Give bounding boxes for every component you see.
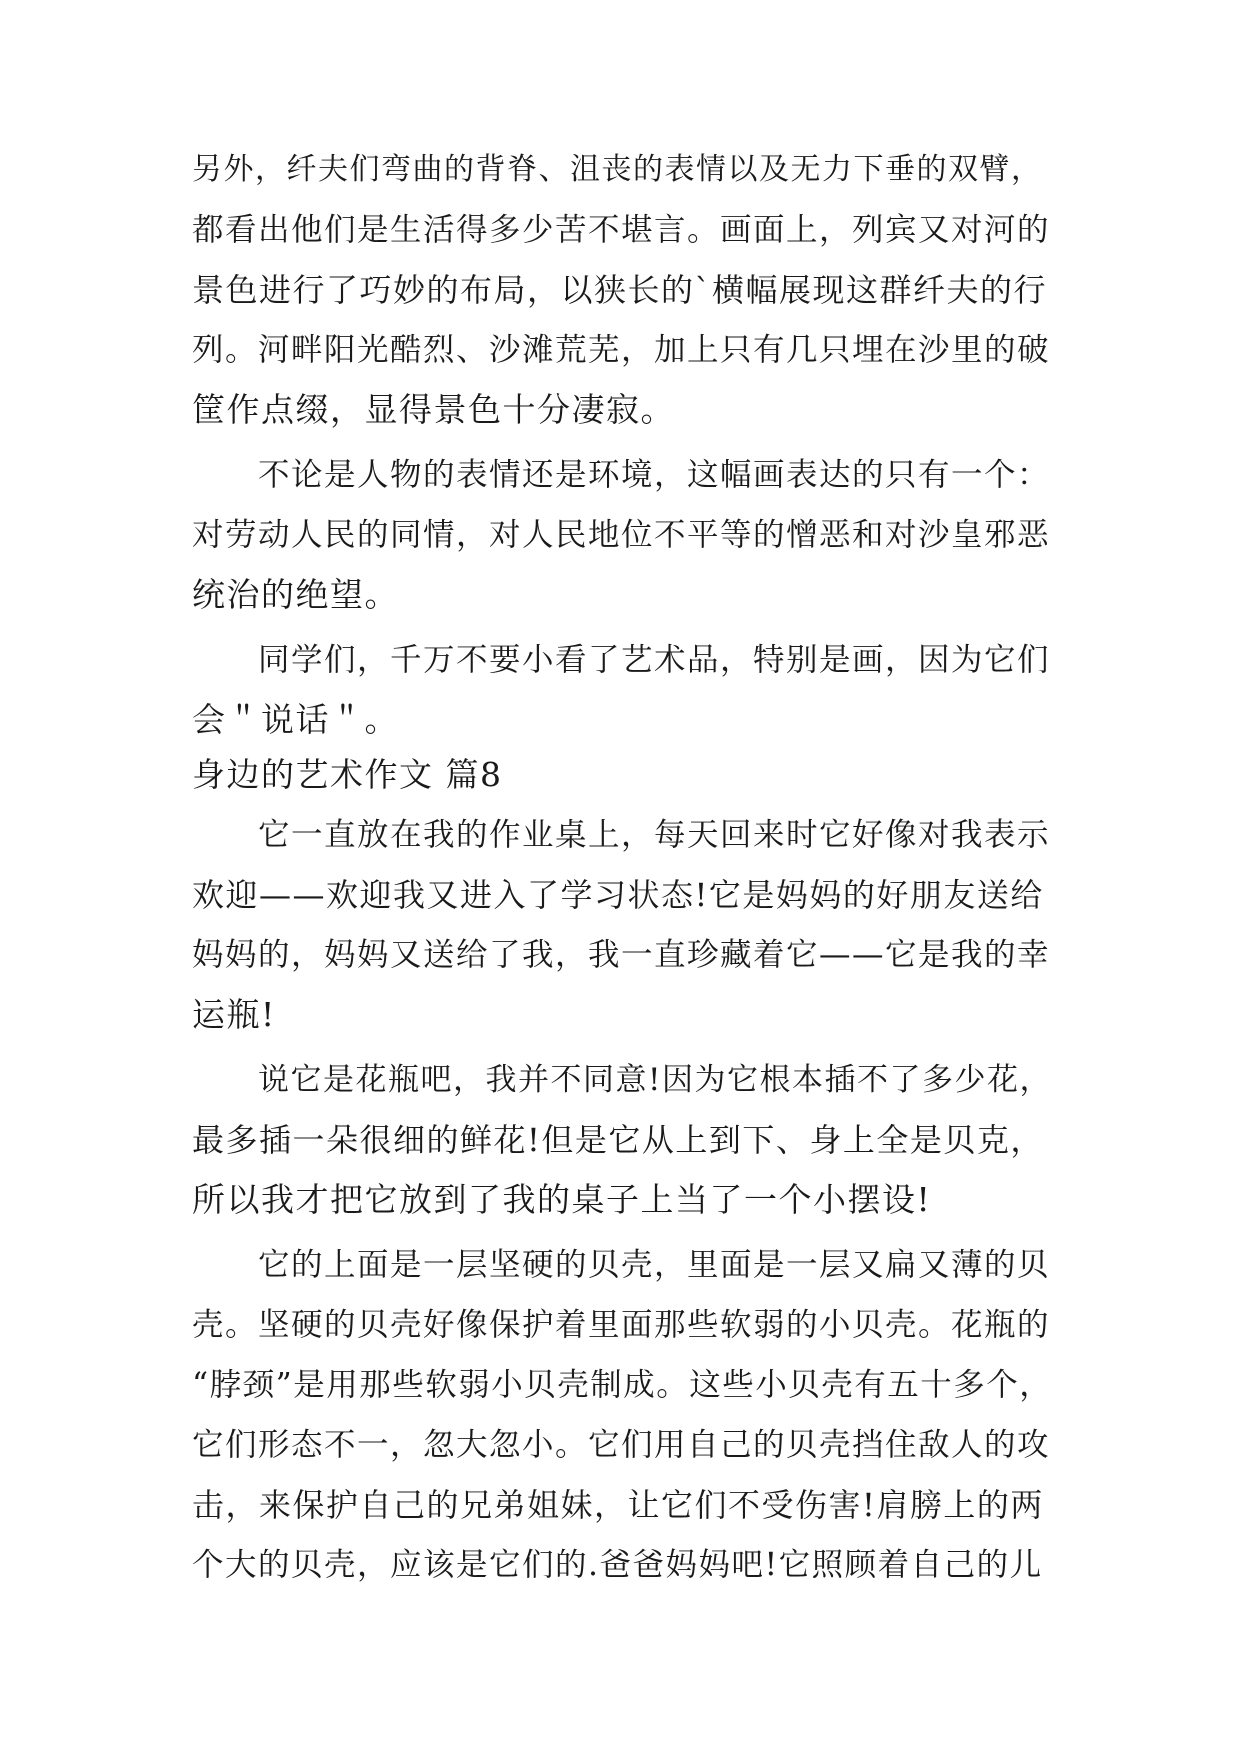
text-line: 对劳动人民的同情，对人民地位不平等的憎恶和对沙皇邪恶	[192, 517, 1051, 553]
text-line: “脖颈”是用那些软弱小贝壳制成。这些小贝壳有五十多个，	[192, 1367, 1053, 1403]
text-line: 会＂说话＂。	[192, 700, 399, 739]
text-line: 统治的绝望。	[192, 575, 399, 614]
text-line: 最多插一朵很细的鲜花!但是它从上到下、身上全是贝克，	[192, 1121, 1044, 1159]
text-line: 都看出他们是生活得多少苦不堪言。画面上，列宾又对河的	[192, 212, 1051, 248]
text-line: 列。河畔阳光酷烈、沙滩荒芜，加上只有几只埋在沙里的破	[192, 332, 1051, 368]
text-line: 不论是人物的表情还是环境，这幅画表达的只有一个：	[258, 457, 1051, 493]
text-line: 它们形态不一，忽大忽小。它们用自己的贝壳挡住敌人的攻	[192, 1427, 1051, 1463]
text-line: 另外，纤夫们弯曲的背脊、沮丧的表情以及无力下垂的双臂，	[192, 152, 1043, 187]
text-line: 它的上面是一层坚硬的贝壳，里面是一层又扁又薄的贝	[258, 1247, 1051, 1283]
text-line: 个大的贝壳，应该是它们的.爸爸妈妈吧!它照顾着自己的儿	[192, 1547, 1043, 1583]
text-line: 壳。坚硬的贝壳好像保护着里面那些软弱的小贝壳。花瓶的	[192, 1307, 1051, 1343]
text-line: 同学们，千万不要小看了艺术品，特别是画，因为它们	[258, 642, 1051, 678]
text-line: 欢迎——欢迎我又进入了学习状态!它是妈妈的好朋友送给	[192, 876, 1044, 914]
text-line: 说它是花瓶吧，我并不同意!因为它根本插不了多少花，	[258, 1062, 1052, 1098]
section-heading: 身边的艺术作文 篇8	[192, 755, 503, 794]
text-line: 它一直放在我的作业桌上，每天回来时它好像对我表示	[258, 817, 1051, 853]
text-line: 所以我才把它放到了我的桌子上当了一个小摆设!	[192, 1180, 932, 1219]
text-line: 妈妈的，妈妈又送给了我，我一直珍藏着它——它是我的幸	[192, 937, 1051, 973]
text-line: 击，来保护自己的兄弟姐妹，让它们不受伤害!肩膀上的两	[192, 1486, 1044, 1524]
text-line: 运瓶!	[192, 995, 276, 1034]
text-line: 景色进行了巧妙的布局，以狭长的`横幅展现这群纤夫的行	[192, 271, 1048, 309]
text-line: 筐作点缀，显得景色十分凄寂。	[192, 390, 675, 429]
